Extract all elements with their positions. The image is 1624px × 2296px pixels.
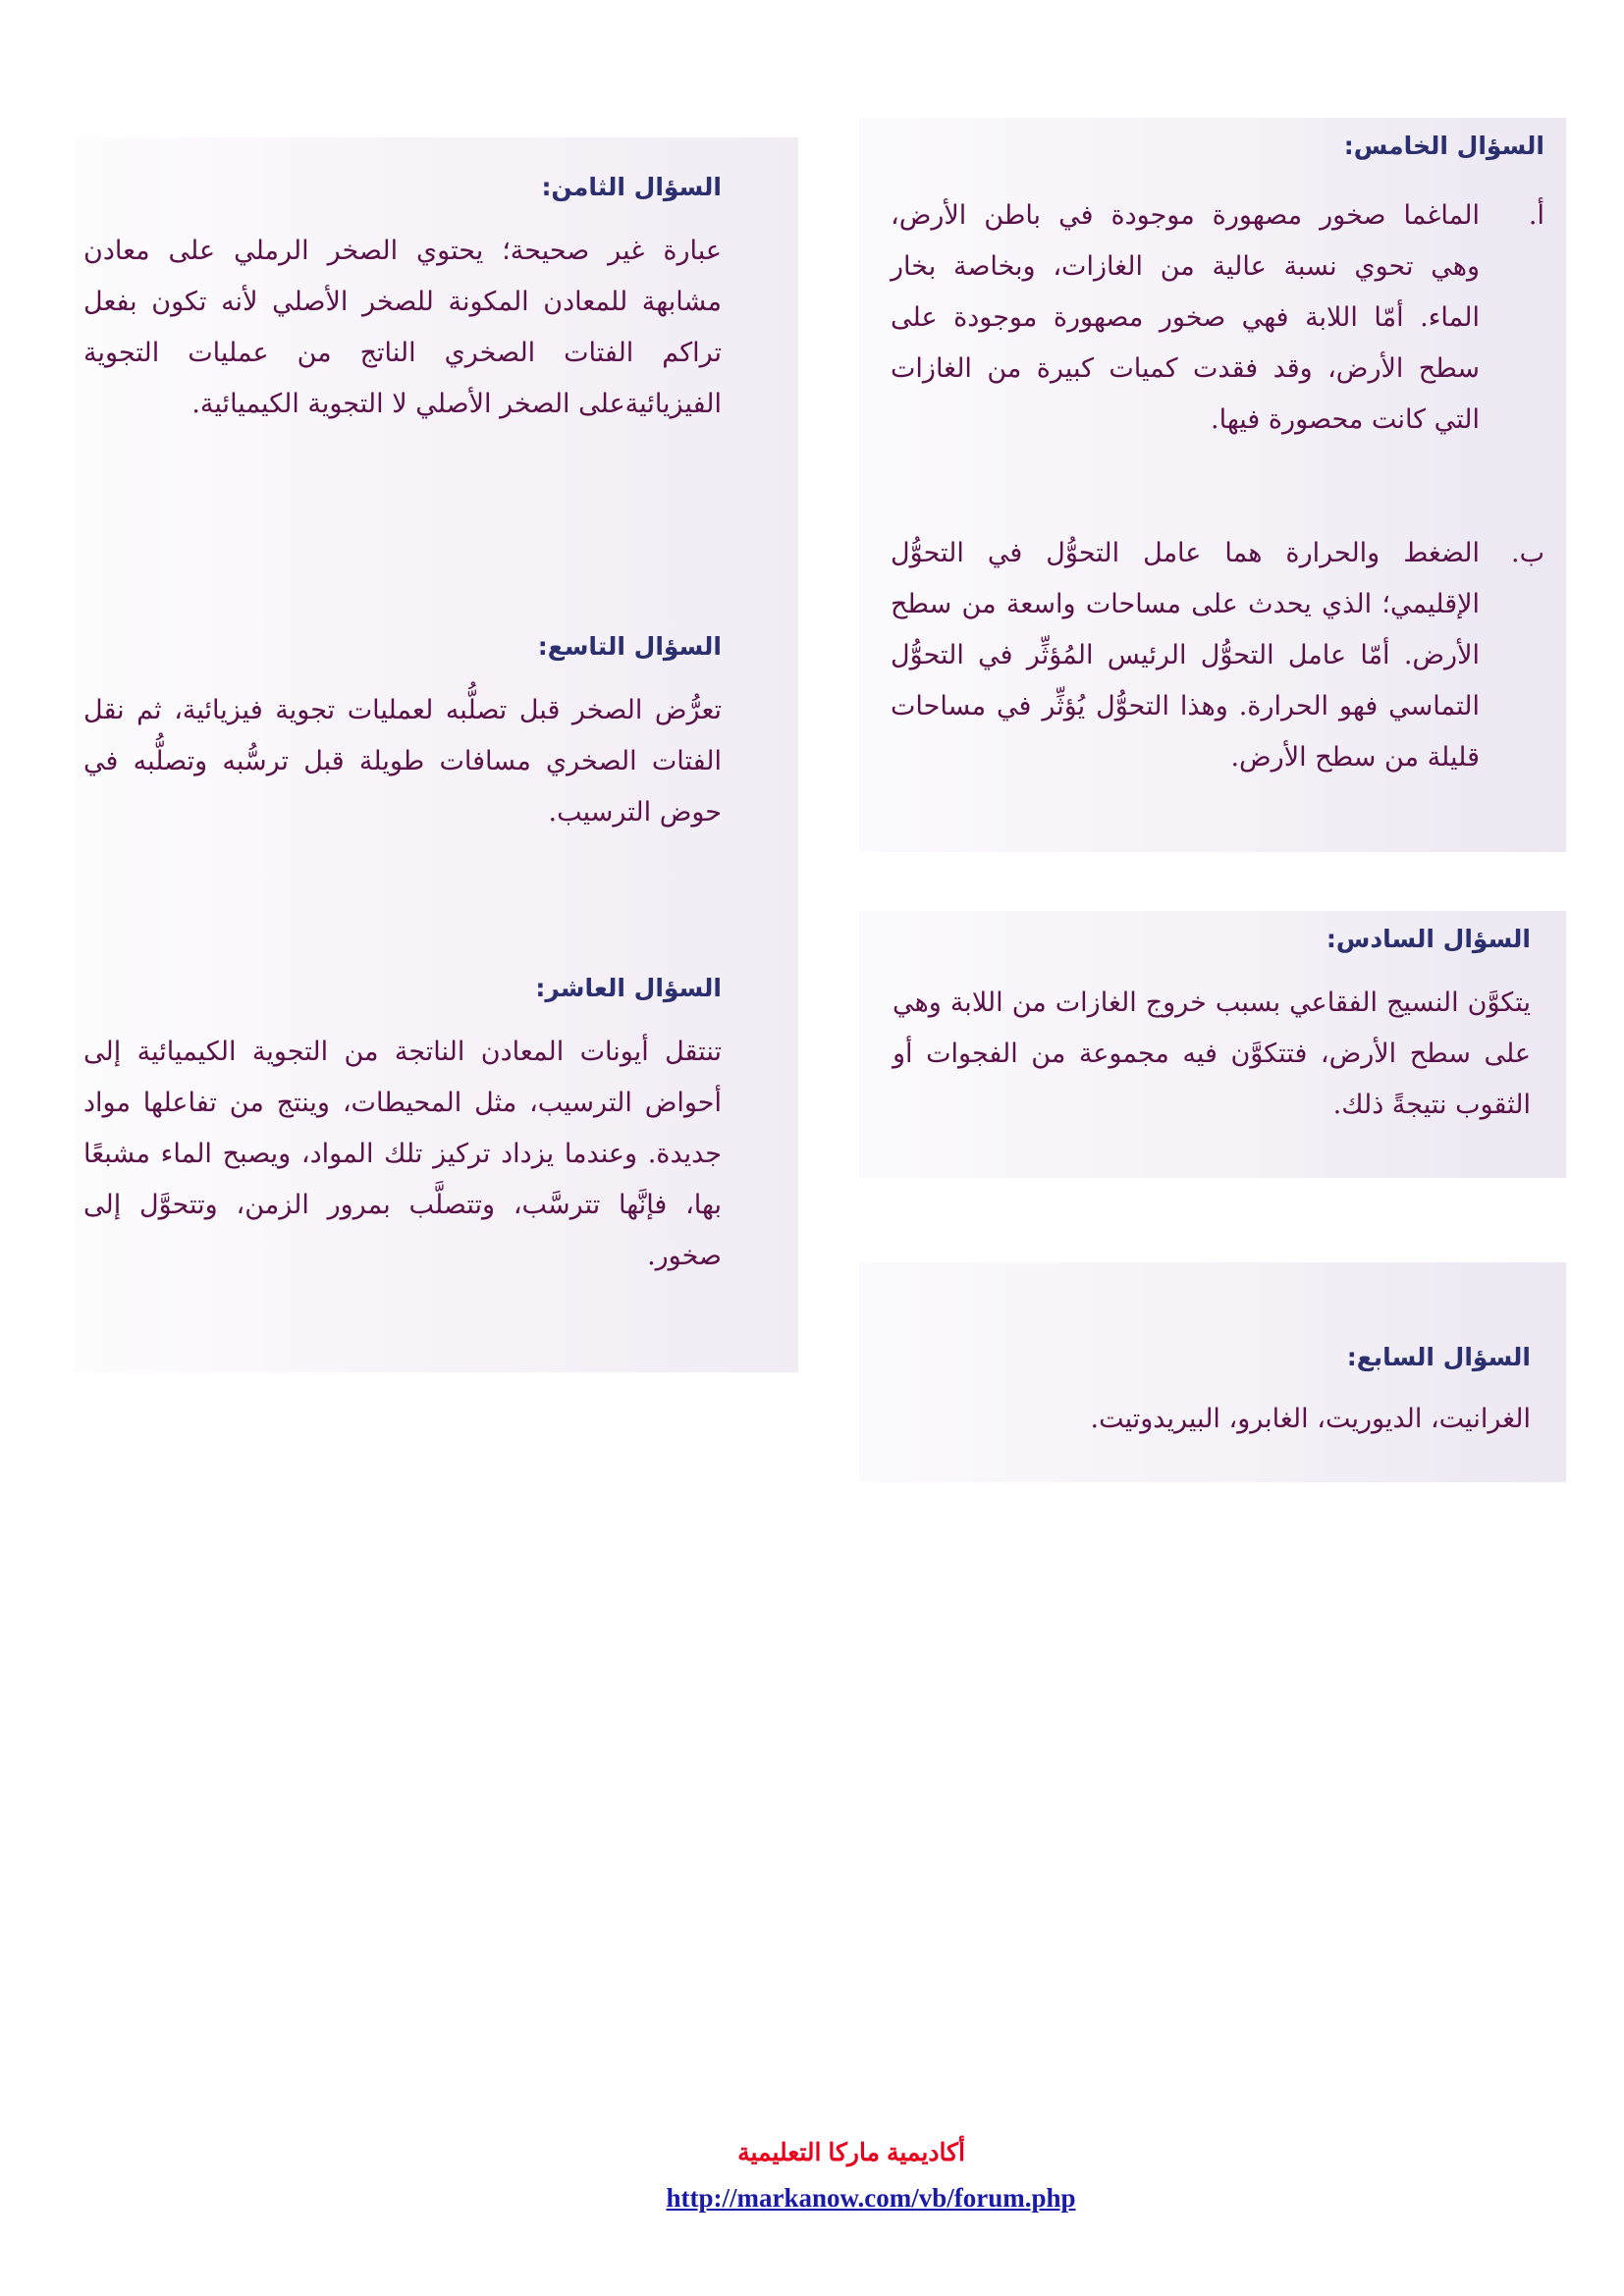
question-5-item-b: الضغط والحرارة هما عامل التحوُّل في التحوُّل الإقليمي؛ الذي يحدث على مساحات واسعة من سطح الأرض. أمّا عامل التحوُّل الرئيس المُؤثِّر في التحوُّل التماسي فهو الحرارة. وهذا التحوُّل يُؤثِّر في مساحات قليلة من سطح الأرض. — [891, 538, 1480, 773]
question-8-text: عبارة غير صحيحة؛ يحتوي الصخر الرملي على معادن مشابهة للمعادن المكونة للصخر الأصلي لأنه تكون بفعل تراكم الفتات الصخري الناتج من عمليات التجوية الفيزيائيةعلى الصخر الأصلي لا التجوية الكيميائية. — [83, 236, 722, 419]
forum-link[interactable]: http://markanow.com/vb/forum.php — [666, 2183, 1076, 2213]
question-5-item-a: الماغما صخور مصهورة موجودة في باطن الأرض، وهي تحوي نسبة عالية من الغازات، وبخاصة بخار الماء. أمّا اللابة فهي صخور مصهورة موجودة على سطح الأرض، وقد فقدت كميات كبيرة من الغازات التي كانت محصورة فيها. — [891, 200, 1480, 435]
question-5-panel — [859, 118, 1566, 852]
question-9-text: تعرُّض الصخر قبل تصلُّبه لعمليات تجوية فيزيائية، ثم نقل الفتات الصخري مسافات طويلة قبل ترسُّبه وتصلُّبه في حوض الترسيب. — [83, 695, 722, 828]
question-6-title: السؤال السادس: — [1326, 925, 1531, 953]
question-7-text: الغرانيت، الديوريت، الغابرو، البيريدوتيت. — [1090, 1404, 1531, 1434]
question-7-title: السؤال السابع: — [1346, 1343, 1531, 1371]
questions-8-10-panel — [74, 137, 798, 1372]
question-9-title: السؤال التاسع: — [537, 632, 722, 661]
item-a-letter: أ. — [1528, 200, 1544, 231]
question-5-title: السؤال الخامس: — [1343, 132, 1544, 160]
question-6-panel — [859, 911, 1566, 1178]
academy-name: أكاديمية ماركا التعليمية — [737, 2139, 965, 2166]
question-7-panel — [859, 1262, 1566, 1482]
item-b-letter: ب. — [1510, 538, 1544, 568]
question-10-title: السؤال العاشر: — [535, 974, 722, 1002]
question-10-text: تنتقل أيونات المعادن الناتجة من التجوية الكيميائية إلى أحواض الترسيب، مثل المحيطات، وينتج من تفاعلها مواد جديدة. وعندما يزداد تركيز تلك المواد، ويصبح الماء مشبعًا بها، فإنَّها تترسَّب، وتتصلَّب بمرور الزمن، وتتحوَّل إلى صخور. — [83, 1037, 722, 1271]
question-8-title: السؤال الثامن: — [541, 173, 722, 201]
question-6-text: يتكوَّن النسيج الفقاعي بسبب خروج الغازات من اللابة وهي على سطح الأرض، فتتكوَّن فيه مجموعة من الفجوات أو الثقوب نتيجةً ذلك. — [893, 988, 1531, 1120]
